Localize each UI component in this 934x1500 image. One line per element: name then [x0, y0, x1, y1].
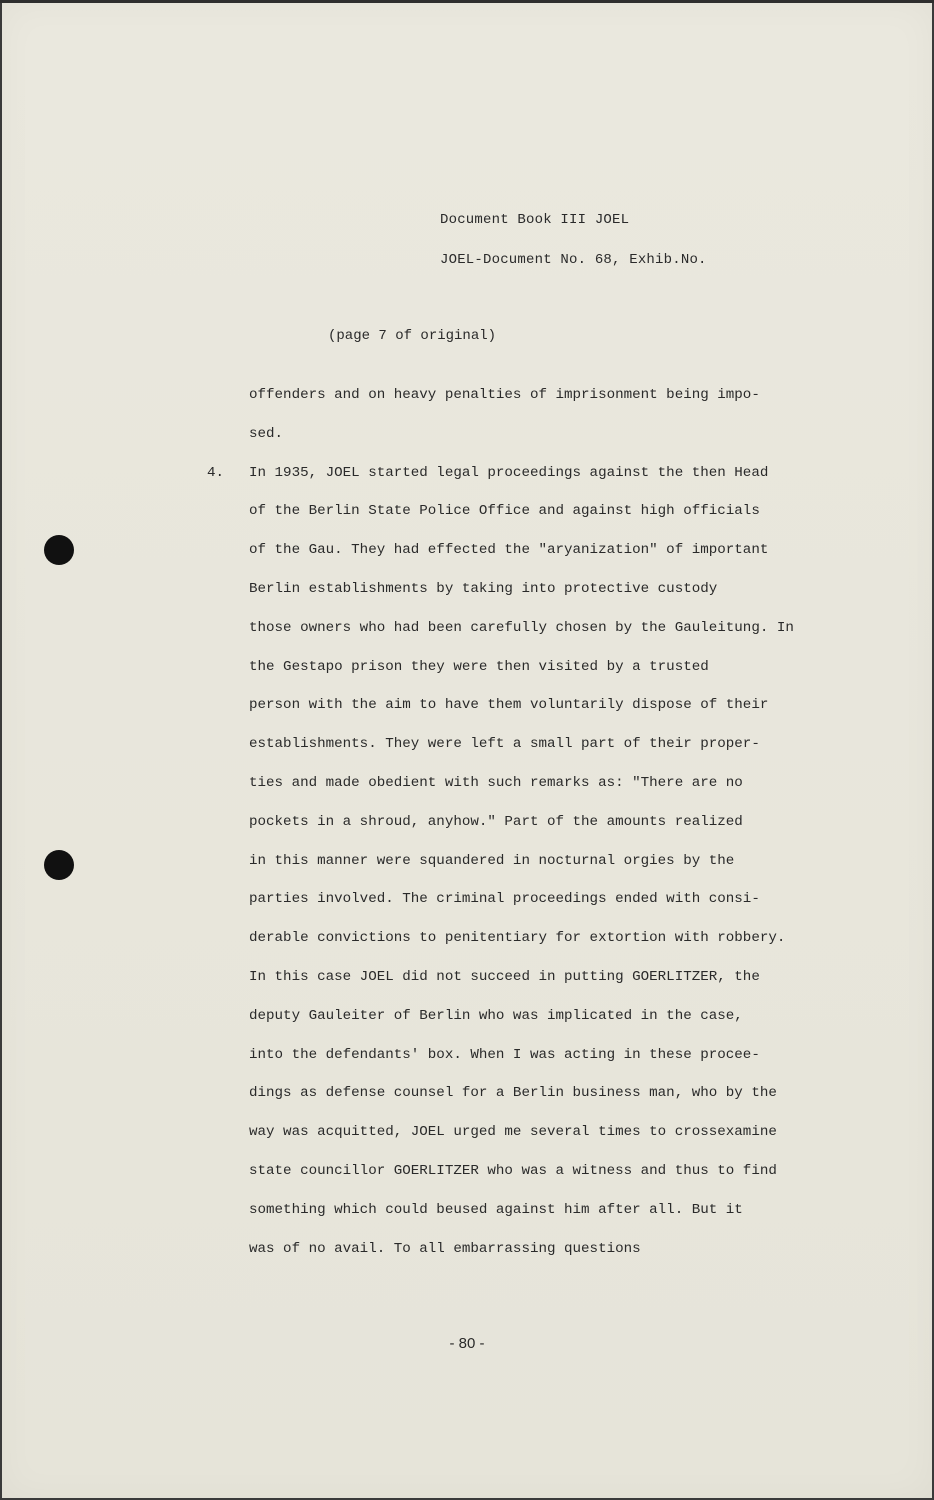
text-line: of the Berlin State Police Office and against high officials [249, 503, 760, 520]
text-line: dings as defense counsel for a Berlin business man, who by the [249, 1085, 777, 1102]
text-line: In this case JOEL did not succeed in putting GOERLITZER, the [249, 968, 760, 985]
text-line: establishments. They were left a small part of their proper- [249, 736, 760, 753]
document-book-title: Document Book III JOEL [440, 212, 630, 228]
text-line: person with the aim to have them voluntarily dispose of their [249, 697, 769, 714]
text-line: into the defendants' box. When I was acting in these procee- [249, 1046, 760, 1063]
text-line-content: In 1935, JOEL started legal proceedings against the then Head [249, 464, 769, 481]
item-number: 4. [207, 464, 225, 481]
punch-hole [44, 535, 74, 565]
body-text [207, 382, 889, 1274]
text-line: Berlin establishments by taking into protective custody [249, 580, 718, 597]
text-line: parties involved. The criminal proceedings ended with consi- [249, 891, 760, 908]
text-line [207, 460, 889, 499]
text-line: deputy Gauleiter of Berlin who was implicated in the case, [249, 1007, 743, 1024]
original-page-reference: (page 7 of original) [328, 328, 497, 344]
punch-hole [44, 850, 74, 880]
text-line: ties and made obedient with such remarks as: "There are no [249, 774, 743, 791]
text-line: in this manner were squandered in nocturnal orgies by the [249, 852, 735, 869]
text-line: something which could beused against him after all. But it [249, 1201, 743, 1218]
text-line: pockets in a shroud, anyhow." Part of the amounts realized [249, 813, 743, 830]
text-line: way was acquitted, JOEL urged me several times to crossexamine [249, 1124, 777, 1141]
text-line: of the Gau. They had effected the "aryanization" of important [249, 542, 769, 559]
text-line: was of no avail. To all embarrassing questions [249, 1240, 641, 1257]
page-top-edge [0, 0, 934, 3]
text-line: the Gestapo prison they were then visited by a trusted [249, 658, 709, 675]
text-line: those owners who had been carefully chosen by the Gauleitung. In [249, 619, 794, 636]
document-number: JOEL-Document No. 68, Exhib.No. [440, 252, 707, 268]
text-line: state councillor GOERLITZER who was a witness and thus to find [249, 1162, 777, 1179]
text-line: offenders and on heavy penalties of imprisonment being impo- [249, 387, 760, 403]
text-line: derable convictions to penitentiary for extortion with robbery. [249, 930, 786, 947]
text-line: sed. [249, 425, 284, 442]
page-number: - 80 - [449, 1335, 485, 1352]
